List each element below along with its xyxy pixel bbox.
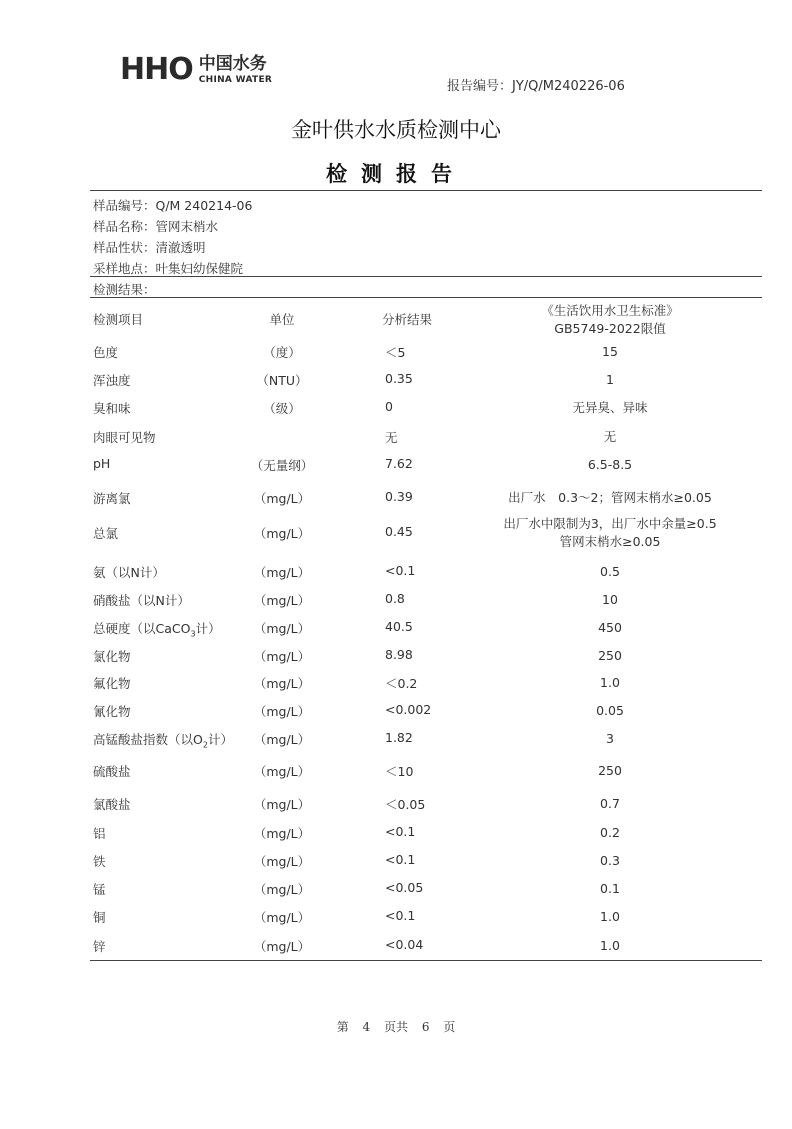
cell-item: 硝酸盐（以N计） bbox=[93, 593, 190, 608]
cell-result: ＜10 bbox=[385, 764, 414, 779]
divider-meta bbox=[90, 276, 762, 277]
document-title: 检测报告 bbox=[326, 162, 466, 186]
cell-limit: 无异臭、异味 bbox=[572, 400, 648, 415]
cell-result: <0.1 bbox=[385, 908, 416, 923]
cell-result: <0.05 bbox=[385, 880, 424, 895]
cell-result: 40.5 bbox=[385, 619, 413, 634]
cell-unit: （mg/L） bbox=[253, 939, 311, 954]
cell-result: ＜0.2 bbox=[385, 676, 418, 691]
cell-item: 氟化物 bbox=[93, 676, 131, 691]
cell-unit: （mg/L） bbox=[253, 797, 311, 812]
cell-item: 高锰酸盐指数（以$O_2$计） bbox=[93, 732, 233, 750]
cell-item: 氯酸盐 bbox=[93, 797, 131, 812]
cell-unit: （mg/L） bbox=[253, 882, 311, 897]
cell-unit: （mg/L） bbox=[253, 910, 311, 925]
cell-result: 7.62 bbox=[385, 456, 413, 471]
cell-item: 锌 bbox=[93, 939, 106, 954]
header-result: 分析结果 bbox=[382, 312, 433, 327]
cell-limit: 450 bbox=[598, 620, 622, 635]
cell-unit: （mg/L） bbox=[253, 764, 311, 779]
cell-result: ＜0.05 bbox=[385, 797, 426, 812]
cell-limit: 出厂水中限制为3，出厂水中余量≥0.5 管网末梢水≥0.05 bbox=[503, 516, 717, 549]
cell-limit: 15 bbox=[602, 344, 618, 359]
cell-limit: 0.1 bbox=[600, 881, 620, 896]
sample-nature: 样品性状：清澈透明 bbox=[93, 240, 206, 255]
cell-item: 肉眼可见物 bbox=[93, 430, 156, 445]
cell-unit: （mg/L） bbox=[253, 704, 311, 719]
cell-result: <0.1 bbox=[385, 852, 416, 867]
cell-limit: 0.3 bbox=[600, 853, 620, 868]
sample-name: 样品名称：管网末梢水 bbox=[93, 219, 219, 234]
divider-bottom bbox=[90, 960, 762, 961]
cell-limit: 无 bbox=[603, 429, 617, 444]
cell-unit: （度） bbox=[263, 345, 301, 360]
cell-limit: 10 bbox=[602, 592, 618, 607]
cell-unit: （NTU） bbox=[256, 373, 308, 388]
cell-item: 氨（以N计） bbox=[93, 565, 165, 580]
cell-result: 0.45 bbox=[385, 524, 413, 539]
header-item: 检测项目 bbox=[93, 312, 144, 327]
cell-limit: 1 bbox=[606, 372, 614, 387]
cell-item: 总氯 bbox=[93, 526, 119, 541]
cell-item: 色度 bbox=[93, 345, 119, 360]
cell-unit: （mg/L） bbox=[253, 649, 311, 664]
cell-limit: 250 bbox=[598, 648, 622, 663]
cell-unit: （无量纲） bbox=[250, 458, 314, 473]
cell-result: <0.002 bbox=[385, 702, 432, 717]
cell-limit: 出厂水 0.3～2；管网末梢水≥0.05 bbox=[508, 490, 712, 505]
logo-cn: 中国水务 bbox=[198, 53, 267, 74]
cell-limit: 0.05 bbox=[596, 703, 624, 718]
cell-unit: （mg/L） bbox=[253, 621, 311, 636]
cell-item: 氰化物 bbox=[93, 704, 131, 719]
sampling-site: 采样地点：叶集妇幼保健院 bbox=[93, 261, 244, 276]
header-limit-line2: GB5749-2022限值 bbox=[554, 321, 666, 336]
cell-result: 0 bbox=[385, 399, 393, 414]
cell-item: 臭和味 bbox=[93, 401, 131, 416]
cell-unit: （mg/L） bbox=[253, 526, 311, 541]
cell-result: 0.35 bbox=[385, 371, 413, 386]
cell-unit: （mg/L） bbox=[253, 826, 311, 841]
divider-header bbox=[90, 297, 762, 298]
cell-result: 0.8 bbox=[385, 591, 405, 606]
cell-unit: （mg/L） bbox=[253, 676, 311, 691]
cell-unit: （mg/L） bbox=[253, 854, 311, 869]
cell-item: pH bbox=[93, 456, 111, 471]
cell-result: 无 bbox=[385, 430, 398, 445]
header-unit: 单位 bbox=[269, 312, 295, 327]
cell-limit: 250 bbox=[598, 763, 622, 778]
cell-item: 游离氯 bbox=[93, 491, 131, 506]
cell-limit: 0.5 bbox=[600, 564, 620, 579]
cell-limit: 6.5-8.5 bbox=[587, 457, 633, 472]
cell-result: <0.04 bbox=[385, 937, 424, 952]
cell-item: 锰 bbox=[93, 882, 106, 897]
cell-limit: 0.7 bbox=[600, 796, 620, 811]
cell-limit: 0.2 bbox=[600, 825, 620, 840]
china-water-logo bbox=[120, 52, 272, 88]
cell-item: 总硬度（以CaCO$_3$计） bbox=[93, 621, 221, 639]
cell-unit: （mg/L） bbox=[253, 565, 311, 580]
cell-limit: 1.0 bbox=[600, 909, 620, 924]
cell-unit: （mg/L） bbox=[253, 593, 311, 608]
cell-result: <0.1 bbox=[385, 563, 416, 578]
report-number: 报告编号：JY/Q/M240226-06 bbox=[447, 79, 625, 94]
header-limit-line1: 《生活饮用水卫生标准》 bbox=[541, 303, 679, 318]
cell-result: ＜5 bbox=[385, 345, 406, 360]
cell-unit: （mg/L） bbox=[253, 732, 311, 747]
cell-limit: 3 bbox=[606, 731, 614, 746]
divider-top bbox=[90, 190, 762, 191]
page-footer: 第 4 页共 6 页 bbox=[336, 1020, 456, 1034]
organization-title: 金叶供水水质检测中心 bbox=[291, 118, 501, 142]
cell-item: 铝 bbox=[93, 826, 106, 841]
logo-en: CHINA WATER bbox=[198, 74, 273, 85]
cell-item: 硫酸盐 bbox=[93, 764, 131, 779]
cell-result: 8.98 bbox=[385, 647, 413, 662]
cell-result: <0.1 bbox=[385, 824, 416, 839]
cell-item: 浑浊度 bbox=[93, 373, 131, 388]
cell-unit: （mg/L） bbox=[253, 491, 311, 506]
cell-result: 0.39 bbox=[385, 489, 413, 504]
cell-unit: （级） bbox=[263, 401, 301, 416]
cell-item: 铜 bbox=[93, 910, 106, 925]
logo-brand: HHO bbox=[120, 52, 193, 87]
cell-item: 铁 bbox=[93, 854, 106, 869]
cell-result: 1.82 bbox=[385, 730, 413, 745]
cell-limit: 1.0 bbox=[600, 675, 620, 690]
sample-number: 样品编号：Q/M 240214-06 bbox=[93, 198, 253, 213]
cell-item: 氯化物 bbox=[93, 649, 131, 664]
results-label: 检测结果： bbox=[93, 282, 156, 297]
cell-limit: 1.0 bbox=[600, 938, 620, 953]
